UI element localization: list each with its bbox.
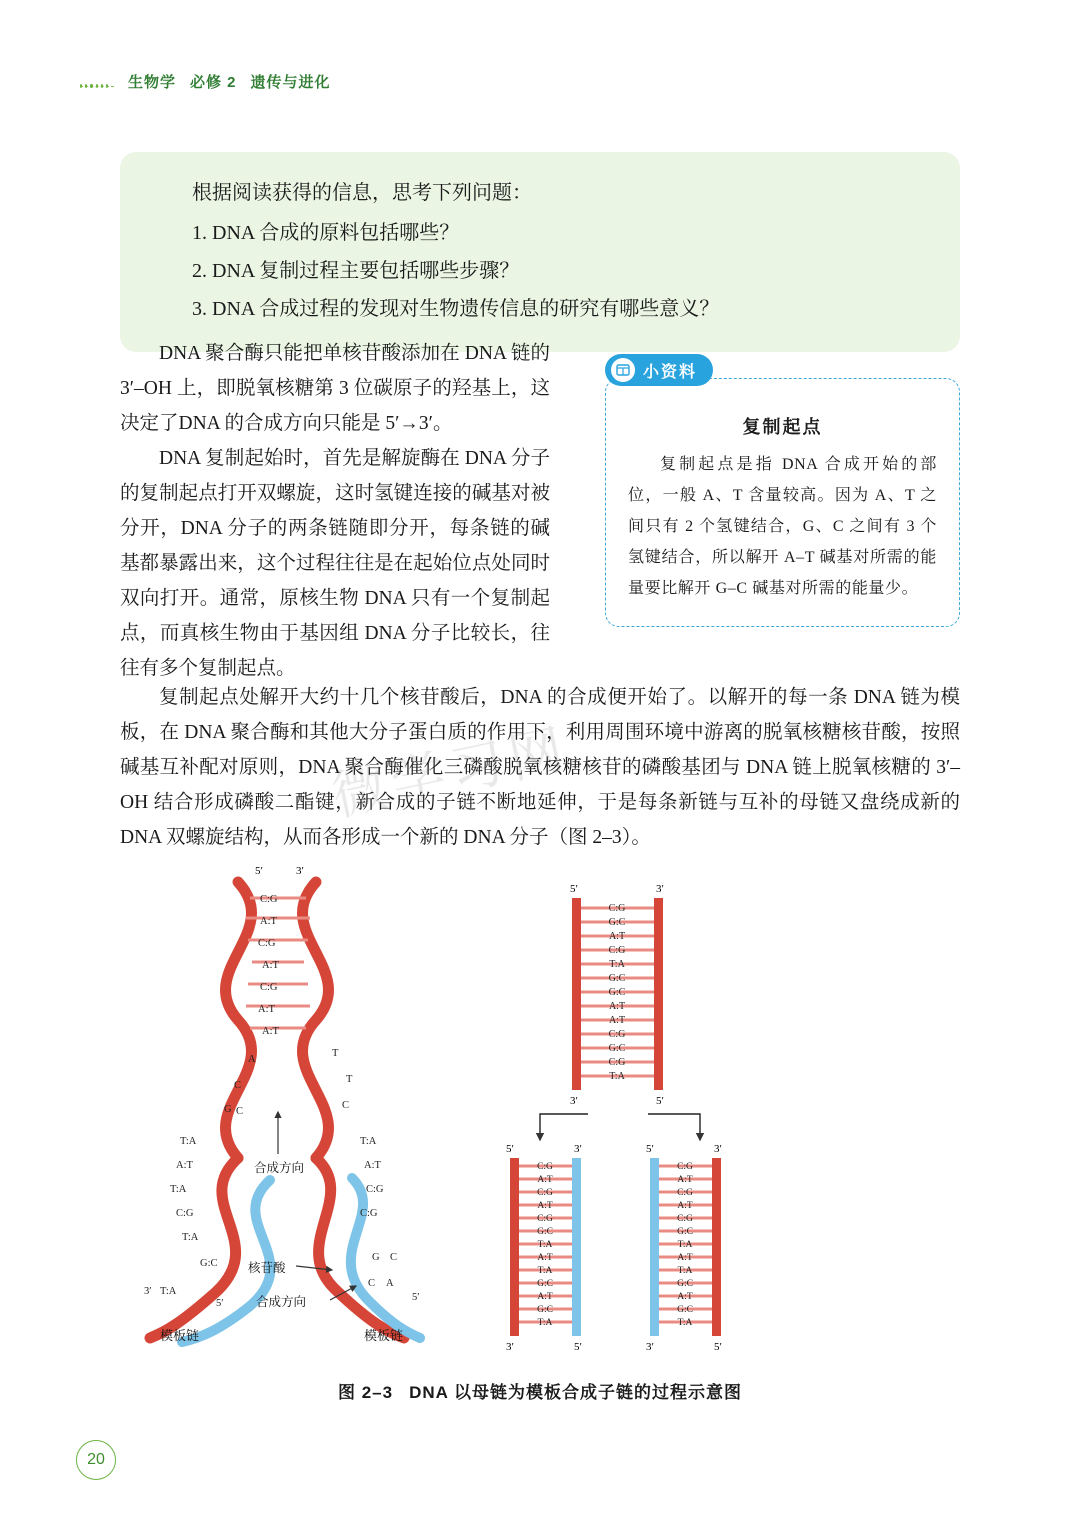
svg-text:C: C	[234, 1080, 242, 1091]
svg-text:G: G	[224, 1104, 232, 1115]
side-note-tab	[605, 354, 713, 386]
svg-text:3′: 3′	[646, 1341, 654, 1353]
svg-text:A: A	[248, 1054, 256, 1065]
page-header	[80, 66, 1000, 96]
svg-text:5′: 5′	[412, 1292, 420, 1303]
svg-text:C: C	[368, 1278, 376, 1289]
svg-text:T:A: T:A	[180, 1136, 197, 1147]
svg-text:A: A	[386, 1278, 394, 1289]
svg-text:C:G: C:G	[608, 1057, 626, 1068]
svg-text:G:C: G:C	[677, 1227, 693, 1237]
figure-caption	[120, 1378, 960, 1403]
svg-text:G:C: G:C	[608, 917, 626, 928]
svg-text:A:T: A:T	[262, 960, 279, 971]
label-template-strand-left: 模板链	[160, 1328, 200, 1343]
svg-text:T:A: T:A	[160, 1286, 177, 1297]
svg-text:A:T: A:T	[537, 1253, 553, 1263]
svg-text:C:G: C:G	[608, 945, 626, 956]
svg-text:A:T: A:T	[608, 1001, 626, 1012]
svg-text:A:T: A:T	[677, 1292, 693, 1302]
svg-text:A:T: A:T	[262, 1026, 279, 1037]
svg-text:C:G: C:G	[360, 1208, 378, 1219]
svg-text:A:T: A:T	[364, 1160, 381, 1171]
figure-caption-number: 图 2–3	[337, 1383, 394, 1402]
question-item: 2. DNA 复制过程主要包括哪些步骤？	[192, 260, 520, 282]
body-paragraph-1: DNA 聚合酶只能把单核苷酸添加在 DNA 链的 3′–OH 上，即脱氧核糖第 3 位碳原子的羟基上，这决定了DNA 的合成方向只能是 5′→3′。	[120, 343, 550, 434]
svg-text:C: C	[390, 1252, 398, 1263]
svg-text:5′: 5′	[506, 1143, 514, 1155]
svg-text:G: G	[372, 1252, 380, 1263]
svg-text:3′: 3′	[574, 1143, 582, 1155]
left-column	[120, 336, 550, 686]
svg-text:A:T: A:T	[608, 931, 626, 942]
svg-text:3′: 3′	[656, 883, 664, 895]
side-note-tab-label: 小资料	[643, 363, 698, 381]
daughter-duplex-left	[506, 1143, 582, 1353]
svg-text:A:T: A:T	[176, 1160, 193, 1171]
svg-text:C:G: C:G	[260, 982, 278, 993]
svg-text:A:T: A:T	[537, 1292, 553, 1302]
book-icon	[611, 358, 635, 382]
svg-text:G:C: G:C	[200, 1258, 218, 1269]
side-note-card	[605, 378, 960, 627]
svg-text:G:C: G:C	[537, 1227, 553, 1237]
svg-text:3′: 3′	[296, 865, 304, 877]
svg-text:A:T: A:T	[260, 916, 277, 927]
header-volume: 必修 2	[190, 73, 237, 91]
svg-text:5′: 5′	[714, 1341, 722, 1353]
body-paragraph-3: 复制起点处解开大约十几个核苷酸后，DNA 的合成便开始了。以解开的每一条 DNA 链为模板，在 DNA 聚合酶和其他大分子蛋白质的作用下，利用周围环境中游离的脱氧核糖核苷酸，按照碱基互补配对原则，DNA 聚合酶催化三磷酸脱氧核糖核苷的磷酸基团与 DNA 链上脱氧核糖的 3′–OH 结合形成磷酸二酯键，新合成的子链不断地延伸，于是每条新链与互补的母链又盘绕成新的 DNA 双螺旋结构，从而各形成一个新的 DNA 分子（图 2–3）。	[120, 687, 960, 848]
svg-text:C:G: C:G	[258, 938, 276, 949]
svg-text:5′: 5′	[570, 883, 578, 895]
header-dots-icon	[80, 82, 108, 90]
figure-2-3	[120, 862, 960, 1392]
svg-text:G:C: G:C	[608, 987, 626, 998]
question-box-lead: 根据阅读获得的信息，思考下列问题：	[192, 182, 532, 204]
svg-text:C:G: C:G	[537, 1162, 553, 1172]
svg-text:C:G: C:G	[677, 1214, 693, 1224]
question-item: 1. DNA 合成的原料包括哪些？	[192, 222, 460, 244]
svg-text:T:A: T:A	[182, 1232, 199, 1243]
svg-text:C: C	[342, 1100, 350, 1111]
svg-text:C: C	[236, 1106, 244, 1117]
svg-text:C:G: C:G	[176, 1208, 194, 1219]
svg-text:G:C: G:C	[608, 973, 626, 984]
question-box	[120, 152, 960, 352]
svg-text:5′: 5′	[255, 865, 263, 877]
label-nucleotide: 核苷酸	[248, 1261, 286, 1275]
question-list	[192, 214, 920, 328]
svg-text:A:T: A:T	[677, 1253, 693, 1263]
side-note-title: 复制起点	[742, 417, 823, 437]
svg-text:T:A: T:A	[360, 1136, 377, 1147]
svg-text:T:A: T:A	[537, 1240, 553, 1250]
svg-text:C:G: C:G	[537, 1188, 553, 1198]
svg-text:5′: 5′	[646, 1143, 654, 1155]
svg-text:A:T: A:T	[677, 1201, 693, 1211]
svg-text:T:A: T:A	[609, 1071, 625, 1082]
svg-text:G:C: G:C	[537, 1279, 553, 1289]
figure-caption-text: DNA 以母链为模板合成子链的过程示意图	[409, 1383, 743, 1402]
parent-duplex-ladder	[570, 883, 664, 1107]
svg-text:A:T: A:T	[677, 1175, 693, 1185]
svg-text:T:A: T:A	[677, 1266, 693, 1276]
question-item: 3. DNA 合成过程的发现对生物遗传信息的研究有哪些意义？	[192, 298, 720, 320]
svg-text:T:A: T:A	[677, 1318, 693, 1328]
svg-text:5′: 5′	[656, 1095, 664, 1107]
svg-text:C:G: C:G	[677, 1162, 693, 1172]
svg-text:T: T	[346, 1074, 353, 1085]
svg-text:C:G: C:G	[677, 1188, 693, 1198]
page-number: 20	[76, 1440, 116, 1480]
svg-text:C:G: C:G	[537, 1214, 553, 1224]
watermark: 微学习网	[327, 718, 575, 828]
svg-text:A:T: A:T	[608, 1015, 626, 1026]
side-note-text: 复制起点是指 DNA 合成开始的部位，一般 A、T 含量较高。因为 A、T 之间只有 2 个氢键结合，G、C 之间有 3 个氢键结合，所以解开 A–T 碱基对所需的能量要比解开 G–C 碱基对所需的能量少。	[628, 456, 937, 597]
svg-text:T:A: T:A	[609, 959, 625, 970]
label-synthesis-direction-2: 合成方向	[256, 1295, 307, 1309]
svg-text:3′: 3′	[714, 1143, 722, 1155]
svg-text:T:A: T:A	[537, 1318, 553, 1328]
svg-text:C:G: C:G	[260, 894, 278, 905]
svg-text:G:C: G:C	[608, 1043, 626, 1054]
replication-fork-diagram	[144, 865, 420, 1343]
svg-text:T:A: T:A	[537, 1266, 553, 1276]
svg-text:A:T: A:T	[537, 1175, 553, 1185]
svg-text:C:G: C:G	[608, 903, 626, 914]
svg-text:A:T: A:T	[537, 1201, 553, 1211]
svg-text:T: T	[332, 1048, 339, 1059]
svg-text:3′: 3′	[144, 1286, 152, 1297]
svg-text:5′: 5′	[574, 1341, 582, 1353]
svg-text:T:A: T:A	[170, 1184, 187, 1195]
header-subject: 生物学	[128, 73, 177, 91]
daughter-duplex-right	[646, 1143, 722, 1353]
label-synthesis-direction-1: 合成方向	[254, 1161, 305, 1175]
svg-text:3′: 3′	[506, 1341, 514, 1353]
svg-text:G:C: G:C	[537, 1305, 553, 1315]
svg-text:A:T: A:T	[258, 1004, 275, 1015]
full-width-paragraph-block	[120, 680, 960, 855]
header-title	[128, 71, 331, 92]
header-module: 遗传与进化	[250, 73, 331, 91]
svg-text:T:A: T:A	[677, 1240, 693, 1250]
svg-text:5′: 5′	[216, 1298, 224, 1309]
svg-text:G:C: G:C	[677, 1279, 693, 1289]
body-paragraph-2: DNA 复制起始时，首先是解旋酶在 DNA 分子的复制起点打开双螺旋，这时氢键连接的碱基对被分开，DNA 分子的两条链随即分开，每条链的碱基都暴露出来，这个过程往往是在起始位点处同时双向打开。通常，原核生物 DNA 只有一个复制起点，而真核生物由于基因组 DNA 分子比较长，往往有多个复制起点。	[120, 448, 550, 679]
svg-text:3′: 3′	[570, 1095, 578, 1107]
label-template-strand-right: 模板链	[364, 1328, 404, 1343]
svg-text:G:C: G:C	[677, 1305, 693, 1315]
svg-text:C:G: C:G	[608, 1029, 626, 1040]
svg-text:C:G: C:G	[366, 1184, 384, 1195]
